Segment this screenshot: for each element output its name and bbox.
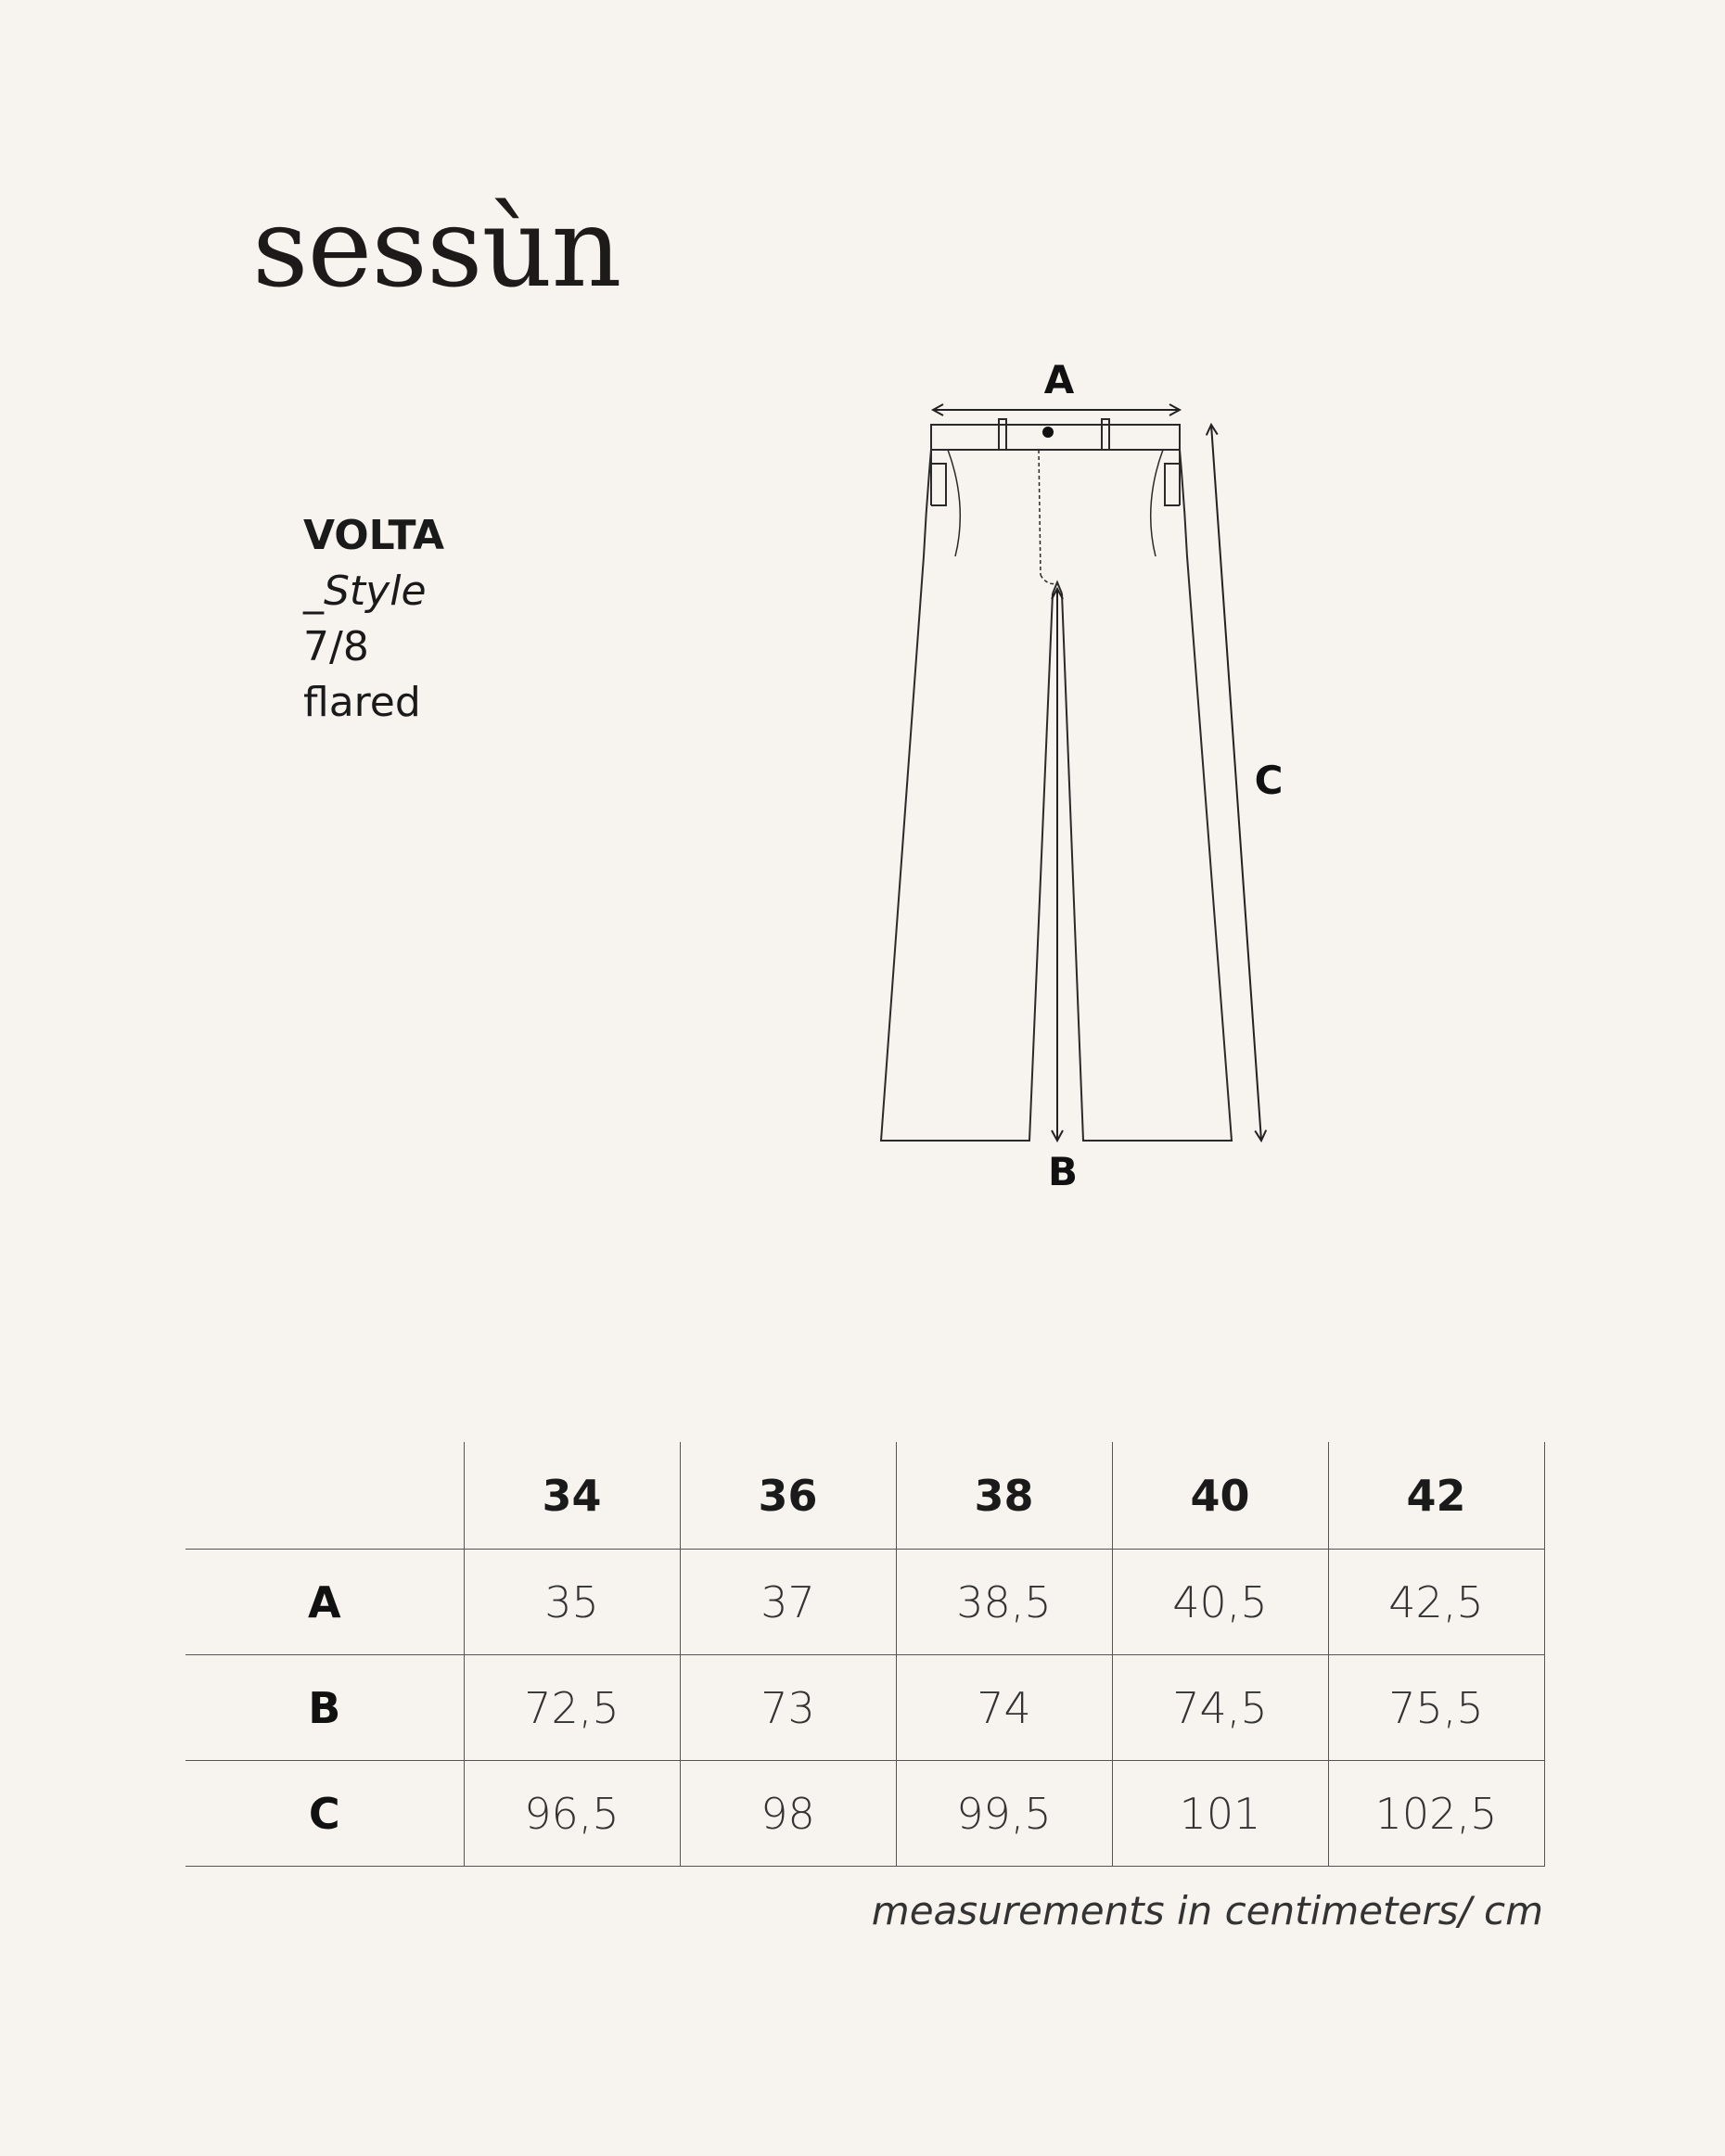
- table-cell: 35: [464, 1550, 680, 1655]
- size-header-row: [185, 1442, 1544, 1550]
- table-cell: 99,5: [896, 1761, 1112, 1867]
- table-cell: 98: [680, 1761, 896, 1867]
- table-cell: 72,5: [464, 1655, 680, 1761]
- style-fit: 7/8: [303, 623, 369, 670]
- size-40: 40: [1112, 1442, 1328, 1550]
- header-empty: [185, 1442, 464, 1550]
- table-cell: 101: [1112, 1761, 1328, 1867]
- table-cell: 38,5: [896, 1550, 1112, 1655]
- label-b: B: [1047, 1149, 1079, 1194]
- row-label-a: A: [185, 1550, 464, 1655]
- table-cell: 42,5: [1328, 1550, 1544, 1655]
- table-cell: 96,5: [464, 1761, 680, 1867]
- brand-logo: sessùn: [252, 184, 621, 312]
- table-cell: 40,5: [1112, 1550, 1328, 1655]
- size-38: 38: [896, 1442, 1112, 1550]
- style-name: VOLTA: [303, 512, 445, 559]
- table-cell: 74,5: [1112, 1655, 1328, 1761]
- style-cut: flared: [303, 679, 421, 726]
- label-a: A: [1043, 357, 1075, 402]
- style-label: _Style: [303, 568, 427, 615]
- size-36: 36: [680, 1442, 896, 1550]
- table-cell: 73: [680, 1655, 896, 1761]
- label-c: C: [1254, 758, 1284, 803]
- waist-button: [1042, 427, 1054, 438]
- row-label-b: B: [185, 1655, 464, 1761]
- table-row: [185, 1655, 1544, 1761]
- table-cell: 102,5: [1328, 1761, 1544, 1867]
- table-cell: 75,5: [1328, 1655, 1544, 1761]
- size-table: [185, 1442, 1545, 1867]
- table-row: [185, 1550, 1544, 1655]
- table-row: [185, 1761, 1544, 1867]
- size-34: 34: [464, 1442, 680, 1550]
- table-cell: 74: [896, 1655, 1112, 1761]
- row-label-c: C: [185, 1761, 464, 1867]
- size-42: 42: [1328, 1442, 1544, 1550]
- units-note: measurements in centimeters/ cm: [871, 1888, 1543, 1933]
- table-cell: 37: [680, 1550, 896, 1655]
